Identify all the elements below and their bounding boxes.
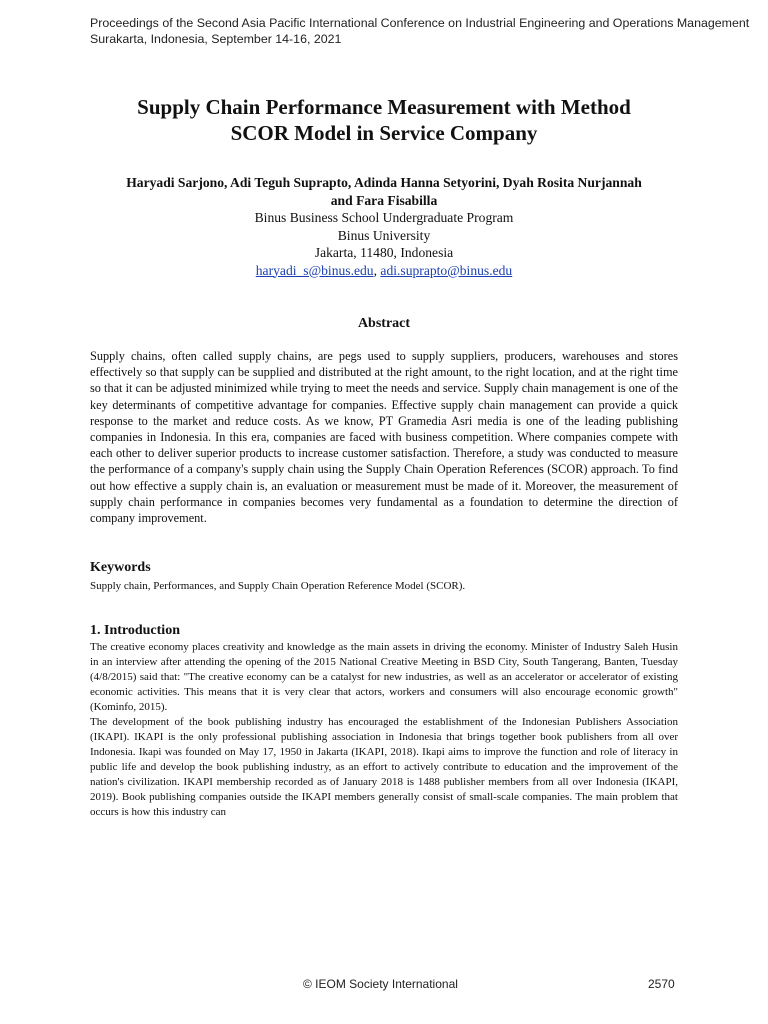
abstract-body: Supply chains, often called supply chains, are pegs used to supply suppliers, producers, warehouses and stores effectively so that supply can be supplied and distributed at the right amount, to the right location, and at the right time so that it can be adjusted minimized while trying to meet the needs and service. Supply chain management is one of the key determinants of competitive advantage for companies. Effective supply chain management can provide a quick response to the market and reduce costs. As we know, PT Gramedia Asri media is one of the leading publishing companies in Indonesia. In this era, companies are faced with business competition. Where companies compete with each other to deliver superior products to increase customer satisfaction. Therefore, a study was conducted to measure the performance of a company's supply chain using the Supply Chain Operation References (SCOR) approach. To find out how effective a supply chain is, an evaluation or measurement must be made of it. Moreover, the measurement of supply chain performance in companies becomes very fundamental as a foundation to determine the direction of company improvement. [90,349,678,526]
author-block [90,174,678,279]
email-link-sarjono[interactable]: haryadi_s@binus.edu [255,262,374,278]
affiliation-location: Jakarta, 11480, Indonesia [314,245,454,260]
affiliation-program: Binus Business School Undergraduate Program [254,210,514,225]
abstract-heading: Abstract [357,316,411,331]
keywords-body: Supply chain, Performances, and Supply Chain Operation Reference Model (SCOR). [90,580,466,592]
introduction-paragraph-2: The development of the book publishing industry has encouraged the establishment of the Indonesian Publishers Association (IKAPI). IKAPI is the only professional publishing association in Indonesia that brings together book publishers from all over Indonesia. Ikapi was founded on May 17, 1950 in Jakarta (IKAPI, 2018). Ikapi aims to improve the function and role of literacy in public life and develop the book publishing industry, as an effort to actively contribute to education and the improvement of the nation's civilization. IKAPI membership recorded as of January 2018 is 1488 publisher members from all over Indonesia (IKAPI, 2019). Book publishing companies outside the IKAPI members generally consist of small-scale companies. The main problem that occurs is how this industry can [90,716,678,818]
introduction-paragraph-1: The creative economy places creativity and knowledge as the main assets in driving the economy. Minister of Industry Saleh Husin in an interview after attending the opening of the 2015 National Creative Meeting in BSD City, South Tangerang, Banten, Tuesday (4/8/2015) said that: "The creative economy can be a catalyst for new industries, as well as an accelerator or accelerator of existing economic activities. This means that it is very clear that actors, workers and consumers will also encourage economic growth" (Kominfo, 2015). [90,641,678,713]
author-emails [90,262,678,280]
author-names-line2: and Fara Fisabilla [330,192,438,208]
footer-page-number: 2570 [648,977,675,991]
conference-name: Proceedings of the Second Asia Pacific International Conference on Industrial Engineering and Operations Management [90,16,750,30]
author-names-line1: Haryadi Sarjono, Adi Teguh Suprapto, Adinda Hanna Setyorini, Dyah Rosita Nurjannah [126,175,642,190]
running-header [90,15,765,47]
email-separator: , [373,262,381,278]
introduction-heading: 1. Introduction [90,623,180,638]
email-link-suprapto[interactable]: adi.suprapto@binus.edu [380,262,513,278]
paper-title [90,94,678,146]
keywords-heading: Keywords [90,560,151,575]
conference-location-date: Surakarta, Indonesia, September 14-16, 2021 [90,32,342,46]
paper-title-line1: Supply Chain Performance Measurement with Method [137,95,631,119]
introduction-body [90,640,678,820]
affiliation-university: Binus University [337,227,431,243]
footer-copyright: © IEOM Society International [303,977,458,991]
paper-title-line2: SCOR Model in Service Company [230,121,538,145]
